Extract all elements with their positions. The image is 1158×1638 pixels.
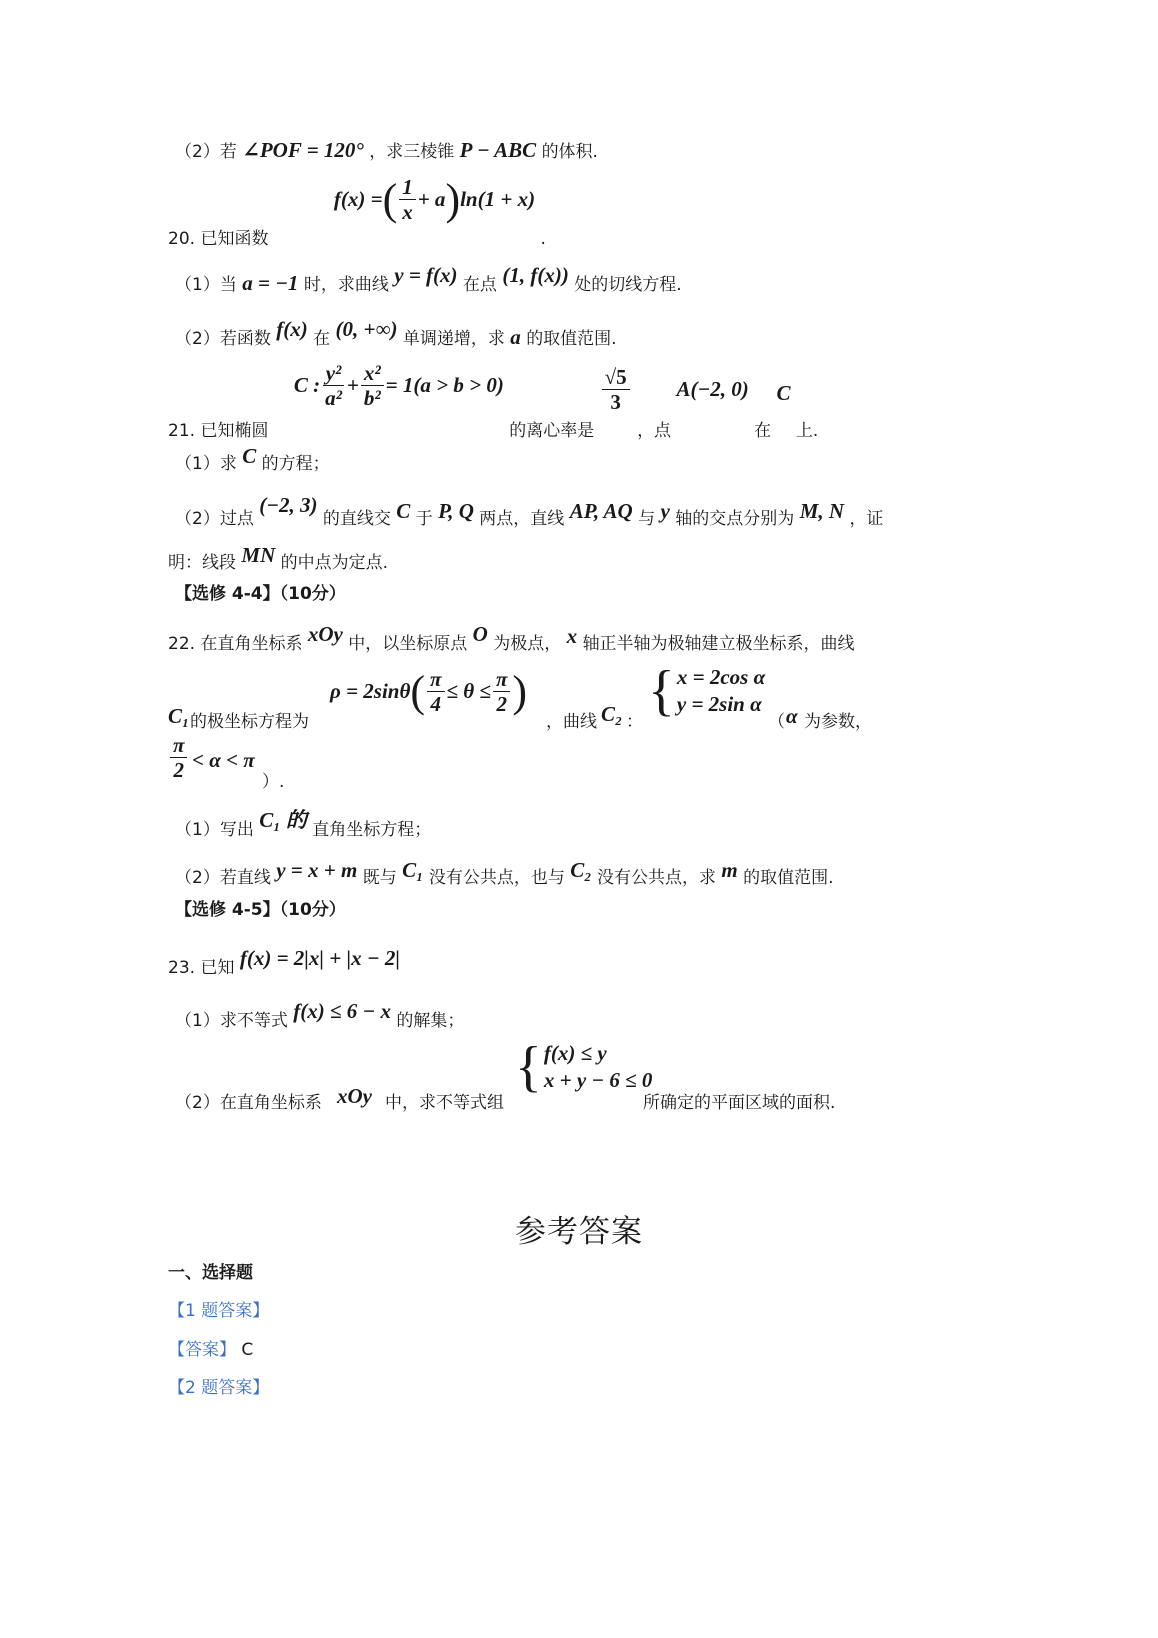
q20-stem bbox=[168, 174, 546, 250]
text: 为极点， bbox=[493, 634, 562, 654]
brace: { bbox=[515, 1036, 542, 1098]
text: 与 bbox=[638, 509, 656, 529]
math: = 1(a > b > 0) bbox=[385, 373, 504, 398]
question-number: 20. 已知函数 bbox=[168, 229, 269, 250]
text: 的方程； bbox=[261, 454, 330, 474]
math: f(x) = 2|x| + |x − 2| bbox=[239, 946, 400, 970]
q20-part2 bbox=[175, 317, 617, 349]
section-heading-4-4: 【选修 4-4】（10分） bbox=[175, 584, 346, 604]
text: （1）求 bbox=[175, 454, 237, 474]
numerator: √5 bbox=[602, 366, 630, 390]
math: C bbox=[242, 444, 257, 468]
text: 的中点为定点. bbox=[280, 553, 389, 573]
text: （ bbox=[768, 712, 785, 732]
text: 所确定的平面区域的面积. bbox=[643, 1093, 836, 1113]
text: 单调递增，求 bbox=[402, 329, 505, 349]
math: C₂ bbox=[570, 858, 592, 882]
math: f(x) bbox=[276, 317, 308, 341]
text: 为参数， bbox=[804, 712, 872, 732]
denominator: 2 bbox=[496, 692, 507, 717]
numerator: y² bbox=[323, 362, 345, 386]
math: (−2, 3) bbox=[259, 493, 318, 517]
q21-stem bbox=[168, 361, 819, 442]
text: 在 bbox=[754, 421, 772, 442]
math: a = −1 bbox=[242, 271, 299, 295]
math: C bbox=[776, 381, 791, 406]
q20-function bbox=[334, 176, 535, 223]
math: x bbox=[566, 624, 578, 648]
math: A(−2, 0) bbox=[676, 377, 749, 402]
math: C₁ 的 bbox=[259, 808, 307, 832]
question-number: 22. 在直角坐标系 bbox=[168, 634, 303, 654]
answer-value: C bbox=[241, 1340, 254, 1360]
text: ）. bbox=[262, 772, 285, 792]
question-number: 23. 已知 bbox=[168, 958, 235, 978]
math: y = x + m bbox=[276, 858, 358, 882]
text: 于 bbox=[415, 509, 433, 529]
math: xOy bbox=[307, 622, 343, 646]
section-choice: 一、选择题 bbox=[168, 1263, 253, 1283]
text: 没有公共点，求 bbox=[597, 868, 717, 888]
inequality-system bbox=[515, 1036, 653, 1098]
math: f(x) = bbox=[333, 187, 383, 212]
math: x = 2cos α bbox=[676, 665, 766, 690]
text: 的体积. bbox=[541, 142, 598, 162]
paren-left: ( bbox=[410, 666, 426, 716]
q19-part2 bbox=[175, 140, 598, 161]
answers-title: 参考答案 bbox=[515, 1214, 643, 1250]
math: MN bbox=[241, 543, 276, 567]
text: （1）求不等式 bbox=[175, 1011, 288, 1031]
q22-stem bbox=[168, 622, 855, 654]
math-pyramid: P − ABC bbox=[459, 138, 537, 162]
math: (0, +∞) bbox=[335, 317, 398, 341]
text: 轴的交点分别为 bbox=[675, 509, 795, 529]
text: （2）若 bbox=[175, 142, 237, 162]
eccentricity-fraction bbox=[602, 366, 630, 413]
text: 没有公共点，也与 bbox=[428, 868, 565, 888]
math-angle: ∠POF = 120° bbox=[242, 138, 364, 162]
q23-part1 bbox=[175, 999, 465, 1031]
math: y = 2sin α bbox=[676, 692, 762, 717]
math: x + y − 6 ≤ 0 bbox=[543, 1068, 653, 1093]
math: (1, f(x)) bbox=[502, 263, 569, 287]
math: C₁ bbox=[402, 858, 424, 882]
math: ≤ θ ≤ bbox=[446, 679, 491, 704]
text: ，证 bbox=[849, 509, 884, 529]
denominator: b² bbox=[363, 386, 381, 411]
text: ，求三棱锥 bbox=[369, 142, 455, 162]
question-number: 21. 已知椭圆 bbox=[168, 421, 269, 442]
math: C bbox=[396, 499, 411, 523]
answer-2-link[interactable]: 【2 题答案】 bbox=[168, 1378, 270, 1398]
text: 两点，直线 bbox=[479, 509, 565, 529]
text: （1）当 bbox=[175, 275, 237, 295]
fraction bbox=[170, 734, 187, 781]
paren-right: ) bbox=[512, 666, 528, 716]
math: ρ = 2sinθ bbox=[330, 679, 411, 704]
answer-1-link[interactable]: 【1 题答案】 bbox=[168, 1301, 270, 1321]
ellipse-equation bbox=[294, 362, 504, 409]
q22-part1 bbox=[175, 808, 432, 840]
plus: + bbox=[346, 373, 359, 398]
text: 在 bbox=[313, 329, 331, 349]
math: P, Q bbox=[438, 499, 474, 523]
text: （2）若函数 bbox=[175, 329, 271, 349]
text: 时，求曲线 bbox=[303, 275, 389, 295]
text: . bbox=[540, 229, 546, 250]
numerator: π bbox=[170, 734, 187, 758]
q21-part2-cont bbox=[168, 543, 389, 573]
math: y bbox=[660, 499, 670, 523]
fraction bbox=[361, 362, 384, 409]
fraction bbox=[427, 668, 444, 715]
text: 的极坐标方程为 bbox=[190, 712, 309, 732]
math: < α < π bbox=[192, 748, 255, 772]
text: （2）若直线 bbox=[175, 868, 271, 888]
numerator: π bbox=[427, 668, 444, 692]
text: 明：线段 bbox=[168, 553, 236, 573]
text: ，点 bbox=[637, 421, 672, 442]
polar-equation bbox=[330, 668, 527, 715]
text: ，曲线 bbox=[546, 712, 597, 732]
fraction bbox=[322, 362, 345, 409]
text: 的离心率是 bbox=[509, 421, 595, 442]
q21-part1 bbox=[175, 444, 330, 474]
parametric-system bbox=[648, 660, 766, 722]
numerator: π bbox=[493, 668, 510, 692]
text: （2）在直角坐标系 bbox=[175, 1093, 322, 1113]
text: 直角坐标方程； bbox=[312, 820, 432, 840]
paren-right: ) bbox=[445, 174, 461, 224]
text: 既与 bbox=[362, 868, 397, 888]
denominator: 2 bbox=[173, 758, 184, 783]
math: f(x) ≤ y bbox=[543, 1041, 607, 1066]
math: a bbox=[510, 325, 521, 349]
math: xOy bbox=[337, 1084, 372, 1108]
math: m bbox=[721, 858, 738, 882]
numerator: 1 bbox=[399, 176, 416, 200]
denominator: x bbox=[402, 200, 413, 225]
text: （2）过点 bbox=[175, 509, 254, 529]
math: f(x) ≤ 6 − x bbox=[293, 999, 391, 1023]
q22-part2 bbox=[175, 858, 834, 888]
denominator: a² bbox=[325, 386, 342, 411]
numerator: x² bbox=[361, 362, 384, 386]
math: C₂ bbox=[601, 702, 623, 726]
q23-stem bbox=[168, 946, 400, 978]
text: 处的切线方程. bbox=[574, 275, 682, 295]
text: 的直线交 bbox=[322, 509, 391, 529]
q21-part2 bbox=[175, 493, 955, 529]
fraction bbox=[399, 176, 416, 223]
fraction bbox=[493, 668, 510, 715]
text: 的解集； bbox=[396, 1011, 465, 1031]
math: α bbox=[786, 704, 798, 728]
text: 中，求不等式组 bbox=[385, 1093, 504, 1113]
answer-label: 【答案】 bbox=[168, 1340, 236, 1360]
text: 在点 bbox=[462, 275, 497, 295]
paren-left: ( bbox=[382, 174, 398, 224]
denominator: 3 bbox=[610, 390, 621, 415]
answer-1 bbox=[168, 1342, 253, 1359]
math: O bbox=[472, 622, 488, 646]
math: M, N bbox=[799, 499, 845, 523]
text: ： bbox=[626, 712, 643, 732]
text: 中，以坐标原点 bbox=[348, 634, 468, 654]
text: （1）写出 bbox=[175, 820, 254, 840]
text: 轴正半轴为极轴建立极坐标系，曲线 bbox=[582, 634, 855, 654]
text: 上. bbox=[795, 421, 819, 442]
brace: { bbox=[648, 660, 675, 722]
math: C : bbox=[293, 373, 321, 398]
q20-part1 bbox=[175, 263, 682, 295]
math: AP, AQ bbox=[569, 499, 633, 523]
math: ln(1 + x) bbox=[460, 187, 536, 212]
math: + a bbox=[417, 187, 446, 212]
math: C₁ bbox=[168, 704, 190, 728]
math: y = f(x) bbox=[394, 263, 458, 287]
section-heading-4-5: 【选修 4-5】（10分） bbox=[175, 900, 346, 920]
text: 的取值范围. bbox=[526, 329, 617, 349]
denominator: 4 bbox=[430, 692, 442, 717]
text: 的取值范围. bbox=[743, 868, 834, 888]
